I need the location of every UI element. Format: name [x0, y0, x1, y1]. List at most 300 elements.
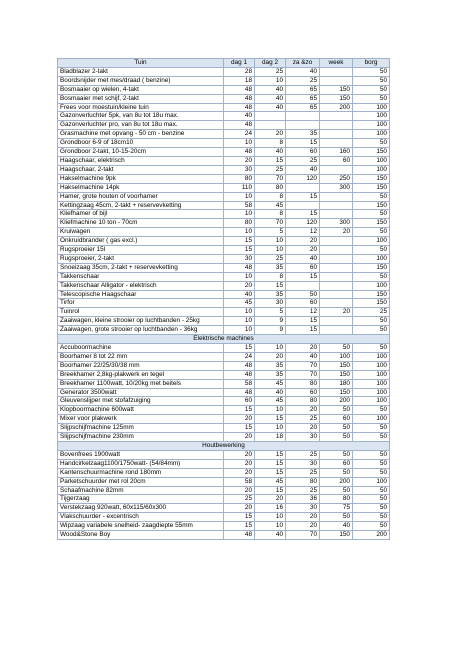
deposit-borg: 50	[353, 272, 390, 281]
price-week	[320, 165, 353, 174]
item-name: Breekhamer 2,8kg-plakwerk en tegel	[58, 370, 224, 379]
price-zazo: 20	[286, 424, 320, 433]
price-week: 50	[320, 468, 353, 477]
price-zazo: 30	[286, 504, 320, 513]
deposit-borg: 50	[353, 246, 390, 255]
table-row	[58, 210, 390, 219]
price-dag2: 20	[255, 495, 286, 504]
price-dag1: 110	[224, 183, 255, 192]
deposit-borg: 100	[353, 370, 390, 379]
price-dag2: 45	[255, 379, 286, 388]
item-name: Boorhamer 8 tot 22 mm	[58, 352, 224, 361]
item-name: Verstekzaag 920watt, 60x115/60x300	[58, 504, 224, 513]
table-row	[58, 76, 390, 85]
table-row	[58, 246, 390, 255]
price-dag1: 40	[224, 112, 255, 121]
item-name: Rugsproeier, 2-takt	[58, 254, 224, 263]
price-week: 200	[320, 477, 353, 486]
price-zazo: 60	[286, 148, 320, 157]
item-name: Bosmaaier op wielen, 4-takt	[58, 85, 224, 94]
price-zazo: 40	[286, 352, 320, 361]
price-week	[320, 67, 353, 76]
price-zazo: 65	[286, 94, 320, 103]
deposit-borg: 50	[353, 495, 390, 504]
deposit-borg: 50	[353, 513, 390, 522]
price-week: 150	[320, 85, 353, 94]
table-row	[58, 290, 390, 299]
item-name: Mixer voor plakwerk	[58, 415, 224, 424]
item-name: Slijpschijfmachine 125mm	[58, 424, 224, 433]
section-header-row	[58, 441, 390, 450]
price-dag1: 20	[224, 504, 255, 513]
deposit-borg: 100	[353, 415, 390, 424]
price-dag2: 35	[255, 361, 286, 370]
price-dag1: 20	[224, 486, 255, 495]
price-week: 200	[320, 397, 353, 406]
price-week: 60	[320, 156, 353, 165]
item-name: Hakselmachine 9pk	[58, 174, 224, 183]
price-dag1: 48	[224, 103, 255, 112]
table-row	[58, 424, 390, 433]
price-dag1: 10	[224, 326, 255, 335]
price-week: 75	[320, 504, 353, 513]
price-dag2: 10	[255, 424, 286, 433]
price-week	[320, 76, 353, 85]
deposit-borg: 150	[353, 263, 390, 272]
deposit-borg: 100	[353, 156, 390, 165]
price-zazo: 80	[286, 477, 320, 486]
table-row	[58, 317, 390, 326]
price-week	[320, 237, 353, 246]
price-zazo: 60	[286, 299, 320, 308]
item-name: Zaaiwagen, grote strooier op luchtbanden - 36kg	[58, 326, 224, 335]
price-zazo: 65	[286, 85, 320, 94]
table-row	[58, 201, 390, 210]
item-name: Takkenschaar Alligator - elektrisch	[58, 281, 224, 290]
price-week: 60	[320, 415, 353, 424]
price-dag1: 10	[224, 272, 255, 281]
price-dag2: 10	[255, 246, 286, 255]
price-dag2: 45	[255, 477, 286, 486]
table-row	[58, 121, 390, 130]
price-week: 50	[320, 406, 353, 415]
price-dag1: 24	[224, 130, 255, 139]
item-name: Boorhamer 22/25/30/38 mm	[58, 361, 224, 370]
price-dag1: 40	[224, 290, 255, 299]
item-name: Hakselmachine 14pk	[58, 183, 224, 192]
deposit-borg: 50	[353, 450, 390, 459]
price-zazo: 25	[286, 76, 320, 85]
table-row	[58, 415, 390, 424]
deposit-borg: 100	[353, 165, 390, 174]
item-name: Bosmaaier met schijf, 2-takt	[58, 94, 224, 103]
price-zazo	[286, 183, 320, 192]
price-zazo: 30	[286, 433, 320, 442]
price-week: 250	[320, 174, 353, 183]
deposit-borg: 50	[353, 468, 390, 477]
price-zazo: 12	[286, 308, 320, 317]
item-name: Haagschaar, elektrisch	[58, 156, 224, 165]
price-zazo: 25	[286, 415, 320, 424]
price-dag2: 15	[255, 468, 286, 477]
table-row	[58, 272, 390, 281]
item-name: Boordsnijder met mes/draad ( benzine)	[58, 76, 224, 85]
item-name: Kruiwagen	[58, 228, 224, 237]
deposit-borg: 100	[353, 361, 390, 370]
price-dag2: 9	[255, 326, 286, 335]
price-week: 160	[320, 148, 353, 157]
table-row	[58, 263, 390, 272]
price-dag1: 15	[224, 246, 255, 255]
price-week	[320, 201, 353, 210]
header-row	[58, 59, 390, 68]
table-row	[58, 228, 390, 237]
price-dag1: 10	[224, 228, 255, 237]
deposit-borg: 50	[353, 192, 390, 201]
header-zazo: za &zo	[286, 59, 320, 68]
price-zazo: 15	[286, 192, 320, 201]
price-dag2: 8	[255, 272, 286, 281]
item-name: Tuinrol	[58, 308, 224, 317]
table-row	[58, 237, 390, 246]
price-week: 180	[320, 379, 353, 388]
deposit-borg: 100	[353, 237, 390, 246]
deposit-borg: 100	[353, 121, 390, 130]
price-zazo: 20	[286, 237, 320, 246]
deposit-borg: 100	[353, 352, 390, 361]
price-dag2: 70	[255, 174, 286, 183]
price-dag1: 48	[224, 94, 255, 103]
price-zazo: 36	[286, 495, 320, 504]
item-name: Slijpschijfmachine 230mm	[58, 433, 224, 442]
table-row	[58, 344, 390, 353]
price-dag2: 15	[255, 156, 286, 165]
price-zazo: 15	[286, 139, 320, 148]
price-dag2: 40	[255, 103, 286, 112]
price-dag1: 80	[224, 174, 255, 183]
price-dag2: 15	[255, 450, 286, 459]
price-week: 200	[320, 103, 353, 112]
price-dag2: 20	[255, 352, 286, 361]
deposit-borg: 50	[353, 344, 390, 353]
price-dag2: 40	[255, 148, 286, 157]
table-row	[58, 148, 390, 157]
price-week: 150	[320, 531, 353, 540]
price-zazo: 70	[286, 370, 320, 379]
price-dag2	[255, 121, 286, 130]
price-week: 80	[320, 495, 353, 504]
table-row	[58, 103, 390, 112]
table-row	[58, 459, 390, 468]
price-dag1: 15	[224, 424, 255, 433]
price-week: 150	[320, 361, 353, 370]
item-name: Frees voor moestuin/kleine tuin	[58, 103, 224, 112]
item-name: Haagschaar, 2-takt	[58, 165, 224, 174]
price-dag1: 15	[224, 522, 255, 531]
table-row	[58, 406, 390, 415]
price-week	[320, 263, 353, 272]
price-dag2: 16	[255, 504, 286, 513]
price-week	[320, 121, 353, 130]
deposit-borg: 100	[353, 112, 390, 121]
price-dag1: 24	[224, 352, 255, 361]
item-name: Tijgerzaag	[58, 495, 224, 504]
price-dag1: 60	[224, 397, 255, 406]
table-row	[58, 174, 390, 183]
price-zazo: 80	[286, 397, 320, 406]
price-zazo: 20	[286, 406, 320, 415]
price-dag1: 10	[224, 317, 255, 326]
table-row	[58, 85, 390, 94]
item-name: Takkenschaar	[58, 272, 224, 281]
table-row	[58, 531, 390, 540]
price-zazo: 30	[286, 459, 320, 468]
deposit-borg: 50	[353, 433, 390, 442]
price-zazo	[286, 201, 320, 210]
deposit-borg: 50	[353, 406, 390, 415]
price-dag2: 10	[255, 237, 286, 246]
table-row	[58, 326, 390, 335]
item-name: Schaafmachine 82mm	[58, 486, 224, 495]
table-row	[58, 379, 390, 388]
price-week	[320, 210, 353, 219]
price-dag1: 20	[224, 156, 255, 165]
price-zazo: 15	[286, 326, 320, 335]
item-name: Bladblazer 2-takt	[58, 67, 224, 76]
deposit-borg: 100	[353, 397, 390, 406]
price-zazo: 70	[286, 531, 320, 540]
price-zazo: 40	[286, 254, 320, 263]
price-week	[320, 139, 353, 148]
item-name: Rugsproeier 15l	[58, 246, 224, 255]
section-title: Houtbewerking	[58, 441, 390, 450]
price-dag2: 5	[255, 228, 286, 237]
price-dag1: 48	[224, 361, 255, 370]
price-dag2: 45	[255, 201, 286, 210]
price-week: 50	[320, 450, 353, 459]
price-zazo: 25	[286, 156, 320, 165]
price-dag1: 58	[224, 379, 255, 388]
price-dag2: 10	[255, 513, 286, 522]
header-dag1: dag 1	[224, 59, 255, 68]
price-dag1: 20	[224, 281, 255, 290]
deposit-borg: 50	[353, 67, 390, 76]
price-dag2: 40	[255, 85, 286, 94]
deposit-borg: 100	[353, 379, 390, 388]
price-dag2: 9	[255, 317, 286, 326]
item-name: Kliefmachine 10 ton - 70cm	[58, 219, 224, 228]
item-name: Vlakschuurder - excentrisch	[58, 513, 224, 522]
deposit-borg: 200	[353, 531, 390, 540]
deposit-borg: 50	[353, 424, 390, 433]
table-row	[58, 156, 390, 165]
price-dag2: 40	[255, 388, 286, 397]
price-zazo: 15	[286, 272, 320, 281]
item-name: Handcirkelzaag1100/1750watt- (54/84mm)	[58, 459, 224, 468]
price-dag1: 10	[224, 139, 255, 148]
price-dag2: 5	[255, 308, 286, 317]
table-row	[58, 308, 390, 317]
table-row	[58, 504, 390, 513]
deposit-borg: 100	[353, 388, 390, 397]
price-week: 150	[320, 94, 353, 103]
price-zazo: 40	[286, 165, 320, 174]
price-dag2: 10	[255, 406, 286, 415]
price-week: 40	[320, 522, 353, 531]
table-row	[58, 281, 390, 290]
item-name: Parketschuurder met rol 20cm	[58, 477, 224, 486]
price-dag2	[255, 112, 286, 121]
price-dag1: 20	[224, 415, 255, 424]
price-week	[320, 317, 353, 326]
table-row	[58, 361, 390, 370]
price-dag2: 35	[255, 290, 286, 299]
price-dag2: 70	[255, 219, 286, 228]
price-zazo: 65	[286, 103, 320, 112]
price-dag1: 25	[224, 495, 255, 504]
price-dag1: 15	[224, 406, 255, 415]
price-dag1: 10	[224, 192, 255, 201]
header-week: week	[320, 59, 353, 68]
item-name: Kliefhamer of bijl	[58, 210, 224, 219]
price-dag2: 25	[255, 254, 286, 263]
price-dag2: 40	[255, 94, 286, 103]
deposit-borg: 100	[353, 254, 390, 263]
price-dag1: 48	[224, 531, 255, 540]
item-name: Bovenfrees 1900watt	[58, 450, 224, 459]
price-dag1: 15	[224, 344, 255, 353]
table-row	[58, 165, 390, 174]
price-dag1: 45	[224, 299, 255, 308]
item-name: Gleuvenslijper met stofafzuiging	[58, 397, 224, 406]
price-dag2: 10	[255, 344, 286, 353]
price-dag2: 8	[255, 192, 286, 201]
header-borg: borg	[353, 59, 390, 68]
price-zazo: 40	[286, 67, 320, 76]
deposit-borg: 50	[353, 486, 390, 495]
price-week: 20	[320, 308, 353, 317]
price-zazo: 50	[286, 290, 320, 299]
deposit-borg: 150	[353, 290, 390, 299]
item-name: Grasmachine met opvang - 50 cm - benzine	[58, 130, 224, 139]
price-week	[320, 272, 353, 281]
price-week: 300	[320, 219, 353, 228]
deposit-borg: 50	[353, 317, 390, 326]
price-dag2: 15	[255, 459, 286, 468]
price-week	[320, 281, 353, 290]
item-name: Breekhamer 1100watt, 10/20kg met beitels	[58, 379, 224, 388]
price-dag1: 20	[224, 468, 255, 477]
item-name: Generator 3500watt	[58, 388, 224, 397]
price-dag2: 35	[255, 370, 286, 379]
price-dag2: 20	[255, 130, 286, 139]
price-dag2: 25	[255, 67, 286, 76]
item-name: Wood&Stone Boy	[58, 531, 224, 540]
deposit-borg: 150	[353, 183, 390, 192]
price-zazo: 20	[286, 522, 320, 531]
deposit-borg: 100	[353, 281, 390, 290]
price-zazo	[286, 121, 320, 130]
section-header-row	[58, 335, 390, 344]
table-row	[58, 513, 390, 522]
table-row	[58, 192, 390, 201]
price-dag1: 48	[224, 370, 255, 379]
deposit-borg: 50	[353, 139, 390, 148]
table-row	[58, 139, 390, 148]
price-week: 50	[320, 486, 353, 495]
deposit-borg: 100	[353, 103, 390, 112]
price-week	[320, 246, 353, 255]
price-zazo: 20	[286, 344, 320, 353]
item-name: Gazonverluchter pro, van 8u tot 18u max.	[58, 121, 224, 130]
price-dag2: 45	[255, 397, 286, 406]
price-week: 60	[320, 459, 353, 468]
price-week: 50	[320, 344, 353, 353]
deposit-borg: 50	[353, 94, 390, 103]
price-dag1: 58	[224, 477, 255, 486]
price-zazo: 70	[286, 361, 320, 370]
table-row	[58, 183, 390, 192]
price-dag2: 18	[255, 433, 286, 442]
table-row	[58, 370, 390, 379]
table-row	[58, 254, 390, 263]
price-dag1: 48	[224, 148, 255, 157]
item-name: Klopboormachine 600watt	[58, 406, 224, 415]
item-name: Accuboormachine	[58, 344, 224, 353]
price-week: 300	[320, 183, 353, 192]
price-week: 50	[320, 424, 353, 433]
deposit-borg: 50	[353, 522, 390, 531]
price-dag2: 35	[255, 263, 286, 272]
table-row	[58, 486, 390, 495]
price-zazo: 20	[286, 513, 320, 522]
table-row	[58, 477, 390, 486]
price-dag1: 58	[224, 201, 255, 210]
price-dag1: 10	[224, 210, 255, 219]
rental-price-table	[57, 58, 390, 540]
deposit-borg: 150	[353, 148, 390, 157]
table-row	[58, 219, 390, 228]
price-zazo	[286, 281, 320, 290]
price-week	[320, 254, 353, 263]
price-dag2: 10	[255, 76, 286, 85]
price-zazo: 120	[286, 219, 320, 228]
deposit-borg: 150	[353, 299, 390, 308]
table-row	[58, 397, 390, 406]
item-name: Grondboor 6-9 of 18cm10	[58, 139, 224, 148]
price-zazo	[286, 112, 320, 121]
price-dag1: 48	[224, 85, 255, 94]
price-dag1: 48	[224, 263, 255, 272]
table-row	[58, 495, 390, 504]
price-week	[320, 299, 353, 308]
table-row	[58, 130, 390, 139]
table-row	[58, 299, 390, 308]
price-zazo: 35	[286, 130, 320, 139]
table-row	[58, 112, 390, 121]
price-dag2: 40	[255, 531, 286, 540]
price-zazo: 25	[286, 486, 320, 495]
price-dag1: 48	[224, 121, 255, 130]
price-dag2: 10	[255, 522, 286, 531]
item-name: Hamer, grote houten of voorhamer	[58, 192, 224, 201]
deposit-borg: 150	[353, 219, 390, 228]
price-dag1: 18	[224, 76, 255, 85]
price-dag1: 48	[224, 388, 255, 397]
price-zazo: 15	[286, 210, 320, 219]
table-row	[58, 94, 390, 103]
price-week	[320, 130, 353, 139]
